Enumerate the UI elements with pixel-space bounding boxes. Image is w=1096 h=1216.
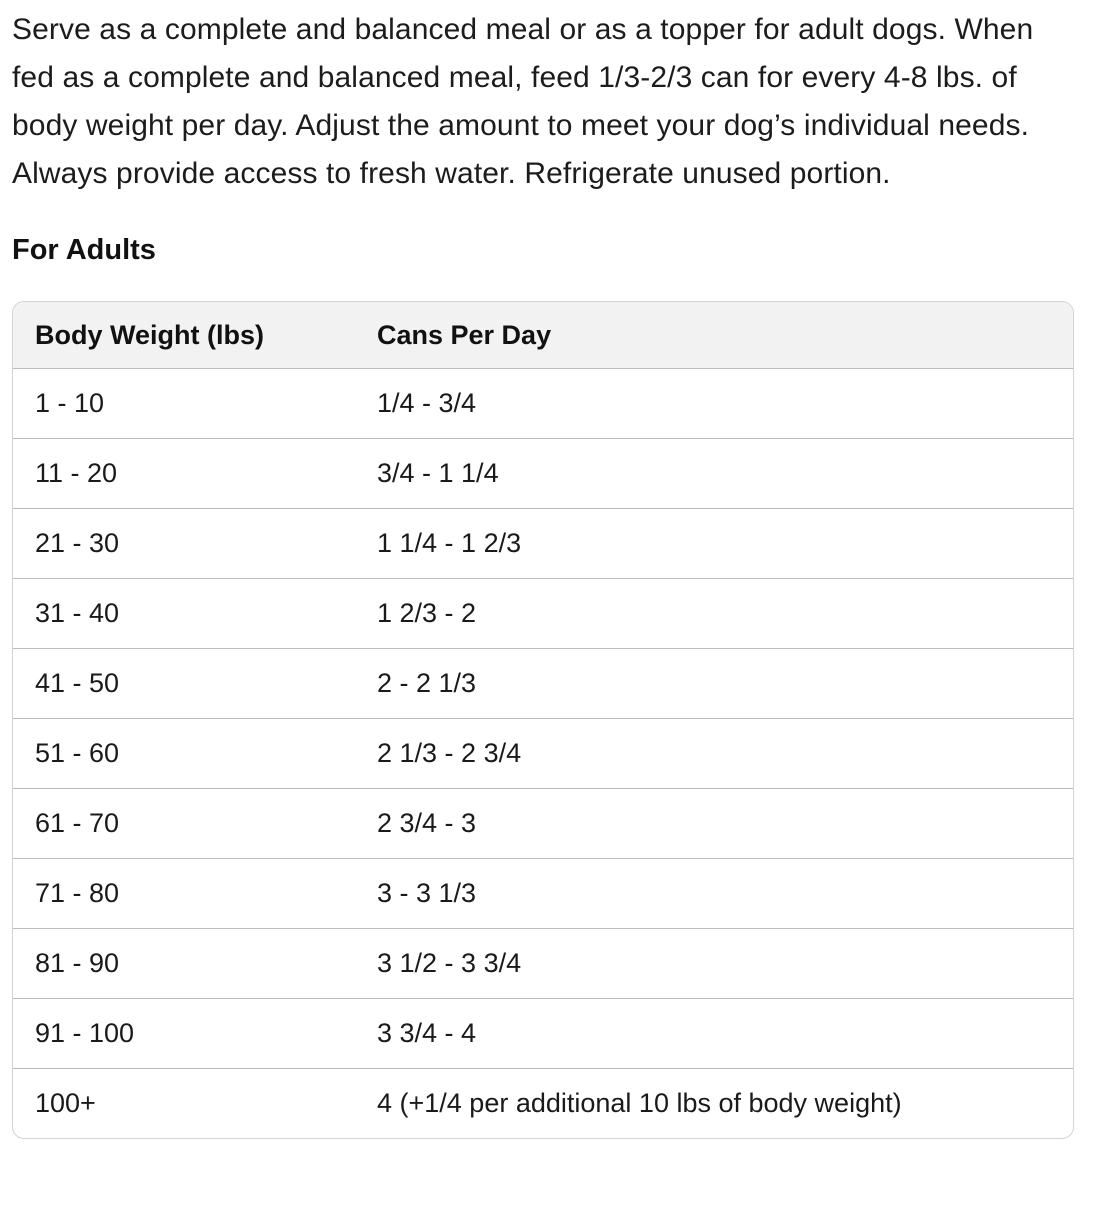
cans-cell: 2 1/3 - 2 3/4 bbox=[355, 719, 1073, 789]
weight-cell: 51 - 60 bbox=[13, 719, 355, 789]
table-row bbox=[13, 579, 1073, 649]
cans-cell: 3 1/2 - 3 3/4 bbox=[355, 929, 1073, 999]
weight-cell: 1 - 10 bbox=[13, 369, 355, 439]
weight-cell: 41 - 50 bbox=[13, 649, 355, 719]
table-row bbox=[13, 509, 1073, 579]
table-row bbox=[13, 649, 1073, 719]
weight-cell: 71 - 80 bbox=[13, 859, 355, 929]
cans-cell: 2 - 2 1/3 bbox=[355, 649, 1073, 719]
header-cans-per-day: Cans Per Day bbox=[355, 302, 1073, 369]
weight-cell: 91 - 100 bbox=[13, 999, 355, 1069]
weight-cell: 81 - 90 bbox=[13, 929, 355, 999]
feeding-table-container bbox=[12, 301, 1074, 1139]
cans-cell: 4 (+1/4 per additional 10 lbs of body weight) bbox=[377, 1088, 902, 1118]
table-row bbox=[13, 439, 1073, 509]
cans-cell: 1 2/3 - 2 bbox=[355, 579, 1073, 649]
feeding-instructions: Serve as a complete and balanced meal or as a topper for adult dogs. When fed as a complete and balanced meal, feed 1/3-2/3 can for every 4-8 lbs. of body weight per day. Adjust the amount to meet your dog’s individual needs. Always provide access to fresh water. Refrigerate unused portion. bbox=[12, 13, 1034, 190]
table-row bbox=[13, 859, 1073, 929]
table-row bbox=[13, 1069, 1073, 1139]
table-row bbox=[13, 929, 1073, 999]
cans-cell: 3/4 - 1 1/4 bbox=[355, 439, 1073, 509]
weight-cell: 100+ bbox=[35, 1088, 96, 1118]
table-row bbox=[13, 369, 1073, 439]
table-row bbox=[13, 719, 1073, 789]
cans-cell: 1 1/4 - 1 2/3 bbox=[355, 509, 1073, 579]
table-header-row bbox=[13, 302, 1073, 369]
header-body-weight: Body Weight (lbs) bbox=[13, 302, 355, 369]
cans-cell: 3 - 3 1/3 bbox=[355, 859, 1073, 929]
table-row bbox=[13, 789, 1073, 859]
cans-cell: 3 3/4 - 4 bbox=[355, 999, 1073, 1069]
table-row bbox=[13, 999, 1073, 1069]
cans-cell: 1/4 - 3/4 bbox=[355, 369, 1073, 439]
feeding-guide bbox=[12, 6, 1074, 1139]
weight-cell: 11 - 20 bbox=[13, 439, 355, 509]
weight-cell: 31 - 40 bbox=[13, 579, 355, 649]
feeding-table bbox=[13, 302, 1073, 1138]
weight-cell: 21 - 30 bbox=[13, 509, 355, 579]
section-heading-adults: For Adults bbox=[12, 234, 156, 266]
cans-cell: 2 3/4 - 3 bbox=[355, 789, 1073, 859]
weight-cell: 61 - 70 bbox=[13, 789, 355, 859]
